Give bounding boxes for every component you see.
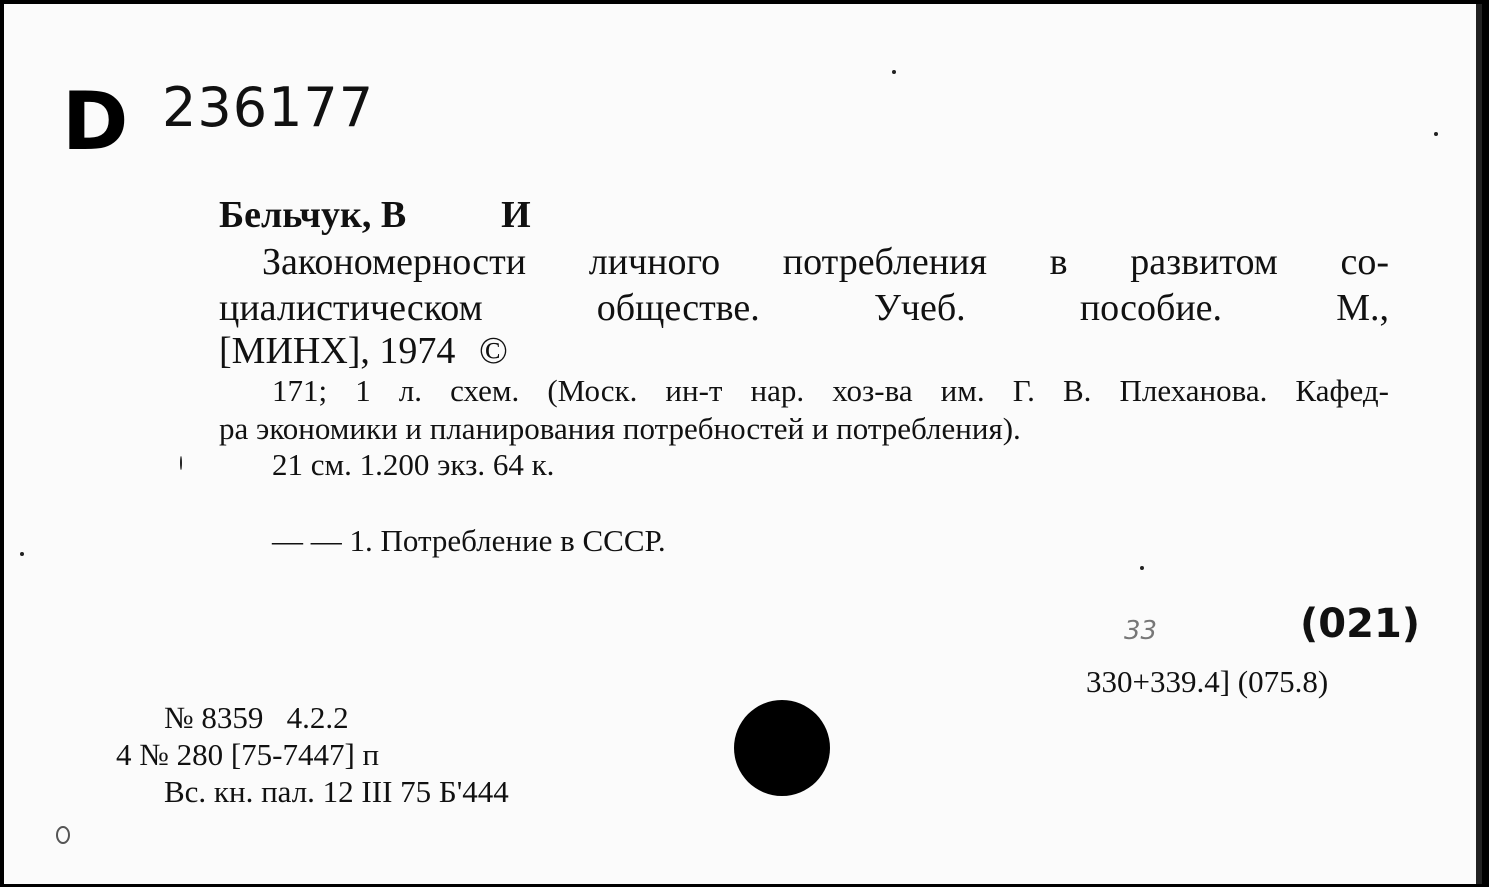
publisher-year: [МИНХ], 1974 [219,330,456,372]
description-line-1: 171; 1 л. схем. (Моск. ин-т нар. хоз-ва им. Г. В. Плеханова. Кафед- [272,373,1389,408]
scan-speck [56,826,70,844]
corner-stamp-mark: D [62,75,129,168]
classification-code: 330+339.4] (075.8) [1086,664,1329,699]
footer-line-2: 4 № 280 [75-7447] п [116,737,380,772]
title-line-1: Закономерности личного потребления в развитом со- [262,241,1389,283]
classification-pencil-note: 33 [1124,616,1158,646]
author-heading: Бельчук, В И [219,194,531,236]
scan-speck [1140,566,1144,570]
scan-speck [1434,132,1438,136]
scan-speck [180,456,182,470]
punched-hole [734,700,830,796]
scan-speck [20,552,24,556]
title-line-2: циалистическом обществе. Учеб. пособие. М., [219,287,1389,329]
copyright-icon: © [478,330,508,372]
description-line-2: ра экономики и планирования потребностей и потребления). [219,411,1021,446]
accession-number: 236177 [162,76,375,139]
scan-speck [892,70,896,74]
classification-handwritten: (021) [1300,601,1421,647]
subject-heading: — — 1. Потребление в СССР. [272,523,666,558]
description-line-3: 21 см. 1.200 экз. 64 к. [272,447,555,482]
title-line-3 [219,329,508,373]
footer-line-1: № 8359 4.2.2 [164,700,349,735]
catalog-card [4,4,1482,884]
footer-line-3: Вс. кн. пал. 12 III 75 Б'444 [164,774,509,809]
